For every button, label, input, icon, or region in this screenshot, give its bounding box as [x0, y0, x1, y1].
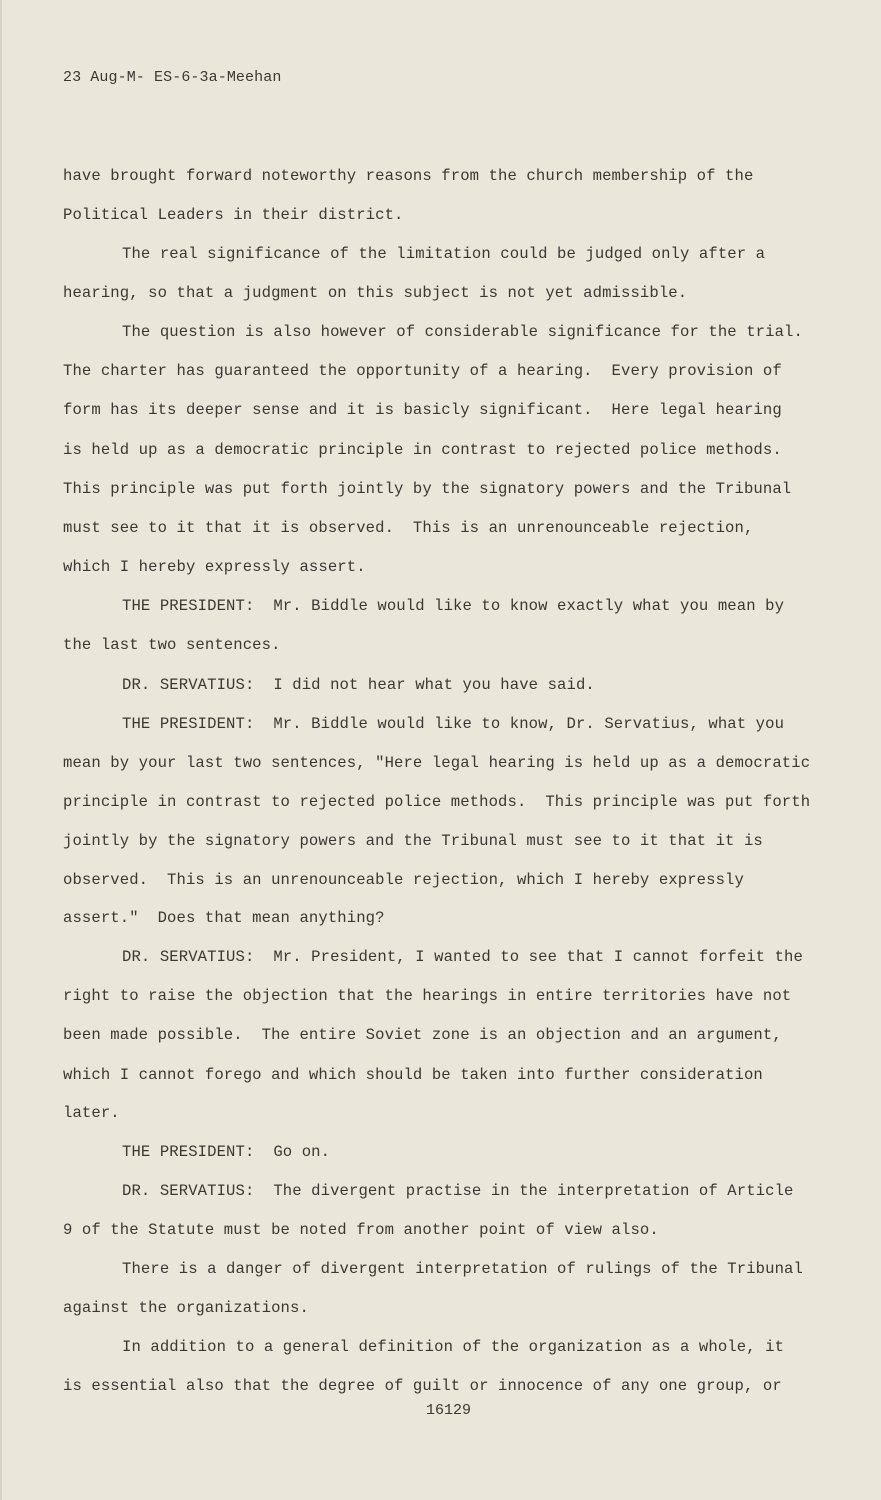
text-line: THE PRESIDENT: Mr. Biddle would like to know exactly what you mean by: [122, 597, 785, 615]
text-line: THE PRESIDENT: Mr. Biddle would like to know, Dr. Servatius, what you: [122, 715, 785, 733]
text-line: assert." Does that mean anything?: [63, 909, 385, 927]
text-line: DR. SERVATIUS: I did not hear what you have said.: [122, 676, 595, 694]
text-line: This principle was put forth jointly by the signatory powers and the Tribunal: [63, 480, 792, 498]
text-line: against the organizations.: [63, 1299, 309, 1317]
text-line: form has its deeper sense and it is basicly significant. Here legal hearing: [63, 401, 782, 419]
text-line: is essential also that the degree of guilt or innocence of any one group, or: [63, 1377, 782, 1395]
page-number: 16129: [426, 1402, 472, 1419]
text-line: In addition to a general definition of the organization as a whole, it: [122, 1338, 785, 1356]
text-line: observed. This is an unrenounceable rejection, which I hereby expressly: [63, 871, 744, 889]
text-line: jointly by the signatory powers and the Tribunal must see to it that it is: [63, 832, 763, 850]
text-line: the last two sentences.: [63, 636, 281, 654]
text-line: which I hereby expressly assert.: [63, 558, 366, 576]
text-line: The real significance of the limitation could be judged only after a: [122, 245, 766, 263]
text-line: DR. SERVATIUS: The divergent practise in the interpretation of Article: [122, 1182, 794, 1200]
text-line: which I cannot forego and which should be taken into further consideration: [63, 1066, 763, 1084]
text-line: hearing, so that a judgment on this subject is not yet admissible.: [63, 284, 688, 302]
text-line: The question is also however of considerable significance for the trial.: [122, 323, 803, 341]
text-line: THE PRESIDENT: Go on.: [122, 1143, 331, 1161]
document-header: 23 Aug-M- ES-6-3a-Meehan: [63, 69, 282, 86]
text-line: principle in contrast to rejected police methods. This principle was put forth: [63, 793, 811, 811]
text-line: DR. SERVATIUS: Mr. President, I wanted to see that I cannot forfeit the: [122, 948, 803, 966]
text-line: been made possible. The entire Soviet zone is an objection and an argument,: [63, 1026, 782, 1044]
text-line: mean by your last two sentences, "Here legal hearing is held up as a democratic: [63, 754, 811, 772]
text-line: have brought forward noteworthy reasons from the church membership of the: [63, 167, 754, 185]
text-line: right to raise the objection that the hearings in entire territories have not: [63, 987, 792, 1005]
text-line: 9 of the Statute must be noted from another point of view also.: [63, 1221, 659, 1239]
text-line: later.: [63, 1104, 120, 1122]
text-line: must see to it that it is observed. This is an unrenounceable rejection,: [63, 519, 754, 537]
text-line: There is a danger of divergent interpretation of rulings of the Tribunal: [122, 1260, 803, 1278]
text-line: The charter has guaranteed the opportunity of a hearing. Every provision of: [63, 362, 782, 380]
text-line: is held up as a democratic principle in contrast to rejected police methods.: [63, 441, 782, 459]
text-line: Political Leaders in their district.: [63, 206, 404, 224]
